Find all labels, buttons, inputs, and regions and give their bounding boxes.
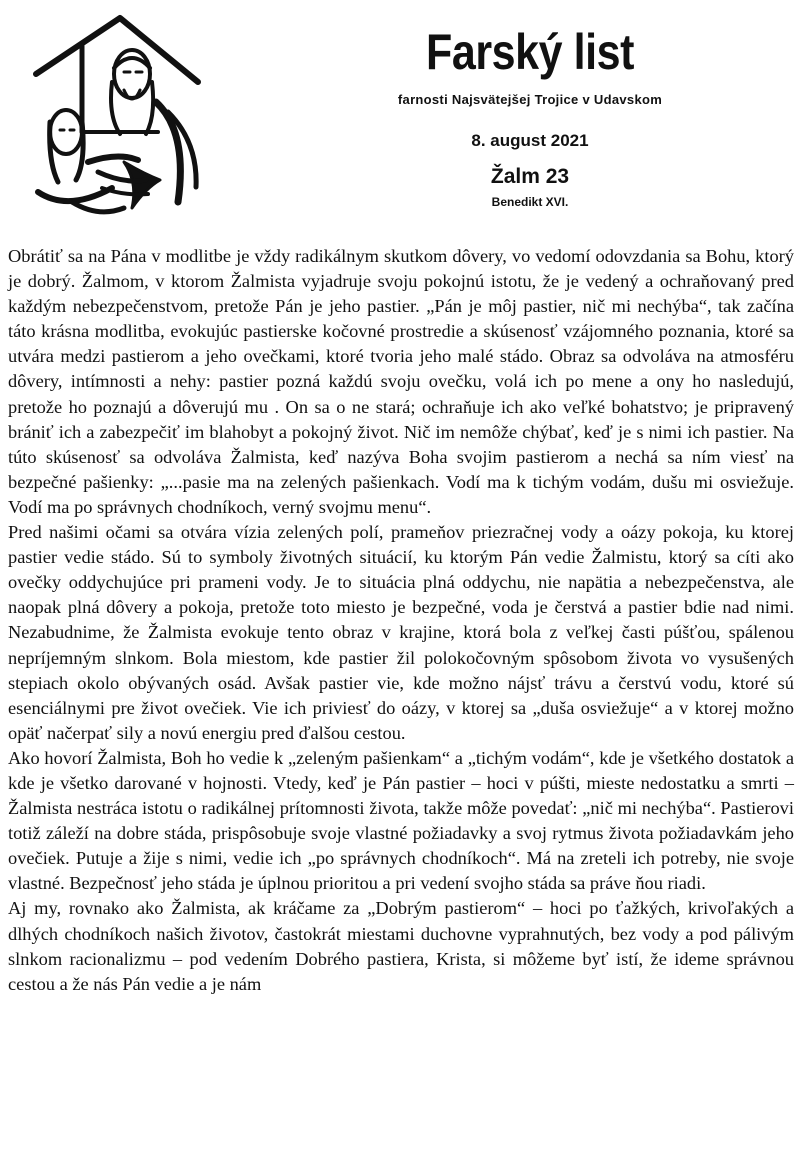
article-paragraph: Obrátiť sa na Pána v modlitbe je vždy radikálnym skutkom dôvery, vo vedomí odovzdania sa Bohu, ktorý je dobrý. Žalmom, v ktorom Žalmista vyjadruje svoju pokojnú istotu, že je vedený a ochraňovaný pred každým nebezpečenstvom, pretože Pán je jeho pastier. „Pán je môj pastier, nič mi nechýba“, tak začína táto krásna modlitba, evokujúc pastierske kočovné prostredie a skúsenosť vzájomného poznania, ktoré sa utvára medzi pastierom a jeho ovečkami, ktoré tvoria jeho malé stádo. Obraz sa odvoláva na atmosféru dôvery, intímnosti a nehy: pastier pozná každú svoju ovečku, volá ich po mene a ony ho nasledujú, pretože ho poznajú a dôverujú mu . On sa o ne stará; ochraňuje ich ako veľké bohatstvo; je pripravený brániť ich a zabezpečiť im blahobyt a pokojný život. Nič im nemôže chýbať, keď je s nimi ich pastier. Na túto skúsenosť sa odvoláva Žalmista, keď nazýva Boha svojim pastierom a nechá sa ním viesť na bezpečné pašienky: „...pasie ma na zelených pašienkach. Vodí ma k tichým vodám, dušu mi osviežuje. Vodí ma po správnych chodníkoch, verný svojmu menu“. [8,246,794,517]
masthead [330,22,730,209]
issue-date: 8. august 2021 [471,131,589,150]
bulletin-title: Farský list [425,24,635,80]
parish-name: farnosti Najsvätejšej Trojice v Udavskom [397,92,663,107]
article-body [8,244,794,997]
article-author: Benedikt XVI. [491,195,569,209]
trinity-illustration [28,12,208,222]
article-paragraph: Ako hovorí Žalmista, Boh ho vedie k „zeleným pašienkam“ a „tichým vodám“, kde je všetkého dostatok a kde je všetko darované v hojnosti. Vtedy, keď je Pán pastier – hoci v púšti, mieste nedostatku a smrti – Žalmista nestráca istotu o radikálnej prítomnosti života, takže môže povedať: „nič mi nechýba“. Pastierovi totiž záleží na dobre stáda, prispôsobuje svoje vlastné požiadavky a svoj rytmus života požiadavkám jeho ovečiek. Putuje a žije s nimi, vedie ich „po správnych chodníkoch“. Má na zreteli ich potreby, nie svoje vlastné. Bezpečnosť jeho stáda je úplnou prioritou a pri vedení svojho stáda sa práve ňou riadi. [8,747,794,894]
article-paragraph: Aj my, rovnako ako Žalmista, ak kráčame za „Dobrým pastierom“ – hoci po ťažkých, krivoľakých a dlhých chodníkoch našich životov, častokrát miestami duchovne vyprahnutých, bez vody a pod pálivým slnkom racionalizmu – pod vedením Dobrého pastiera, Krista, si môžeme byť istí, že ideme správnou cestou a že nás Pán vedie a je nám [8,898,794,994]
article-title: Žalm 23 [490,165,570,188]
article-paragraph: Pred našimi očami sa otvára vízia zelených polí, prameňov priezračnej vody a oázy pokoja, ku ktorej pastier vedie stádo. Sú to symboly životných situácií, ku ktorým Pán vedie Žalmistu, ktorý sa cíti ako ovečky oddychujúce pri prameni vody. Je to situácia plná oddychu, nie napätia a nebezpečenstva, ale naopak plná dôvery a pokoja, pretože toto miesto je bezpečné, voda je čerstvá a pastier bdie nad nimi. Nezabudnime, že Žalmista evokuje tento obraz v krajine, ktorá bola z veľkej časti púšťou, spálenou nepríjemným slnkom. Bola miestom, kde pastier žil polokočovným spôsobom života vo vysušených stepiach okolo obývaných osád. Avšak pastier vie, kde možno nájsť trávu a čerstvú vodu, ktoré sú esenciálnymi pre život ovečiek. Vie ich priviesť do oázy, v ktorej sa „duša osviežuje“ a v ktorej možno opäť načerpať sily a novú energiu pred ďalšou cestou. [8,522,794,743]
